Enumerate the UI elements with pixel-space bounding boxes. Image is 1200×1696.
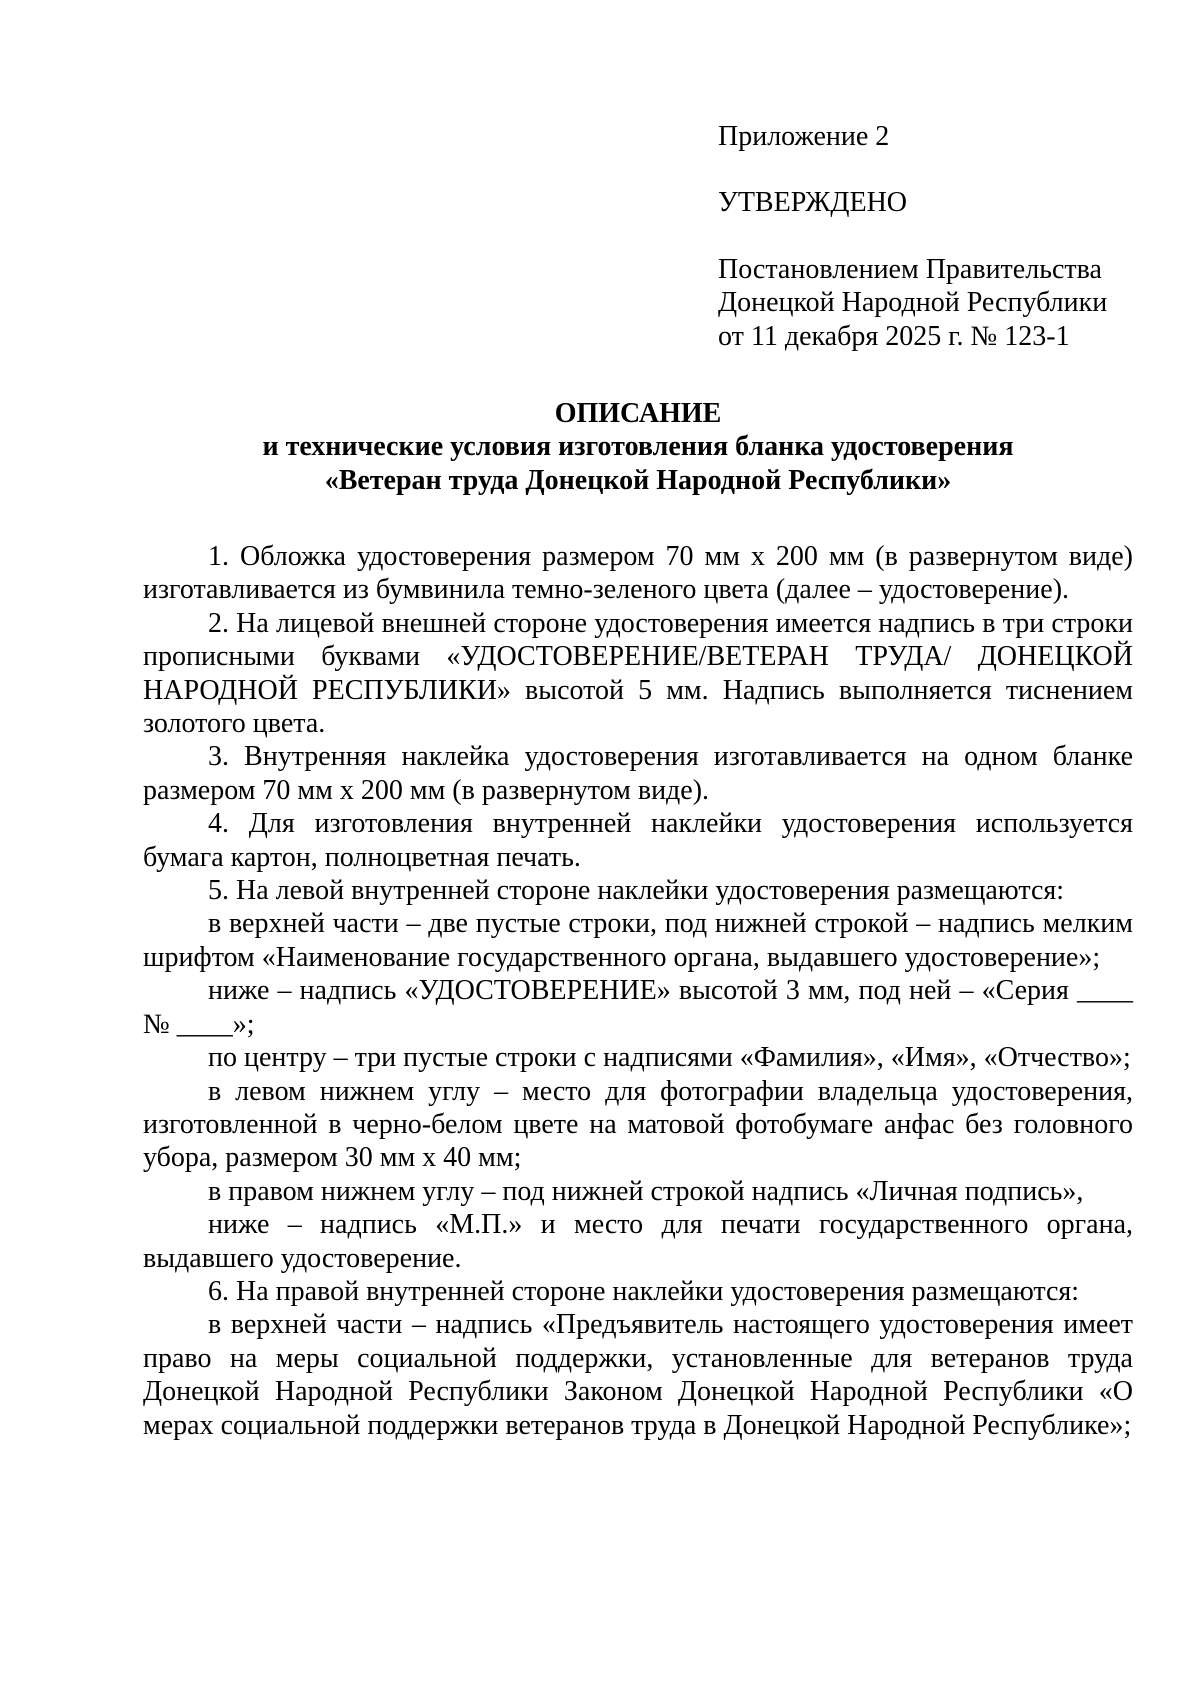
paragraph: ниже – надпись «УДОСТОВЕРЕНИЕ» высотой 3 мм, под ней – «Серия ____ № ____»; xyxy=(143,975,1133,1040)
appendix-label: Приложение 2 xyxy=(718,121,890,152)
paragraph: в левом нижнем углу – место для фотографии владельца удостоверения, изготовленной в черно-белом цвете на матовой фотобумаге анфас без головного убора, размером 30 мм х 40 мм; xyxy=(143,1075,1133,1174)
title-subheading: и технические условия изготовления бланка удостоверения xyxy=(262,431,1014,463)
authority-line: от 11 декабря 2025 г. № 123-1 xyxy=(718,320,1070,352)
authority-line: Донецкой Народной Республики xyxy=(718,287,1108,319)
paragraph: 1. Обложка удостоверения размером 70 мм х 200 мм (в развернутом виде) изготавливается из бумвинила темно-зеленого цвета (далее – удостоверение). xyxy=(143,541,1133,606)
paragraph: по центру – три пустые строки с надписями «Фамилия», «Имя», «Отчество»; xyxy=(208,1042,1131,1074)
document-body xyxy=(143,540,1133,1442)
title-subject: «Ветеран труда Донецкой Народной Республики» xyxy=(324,464,952,496)
paragraph: в верхней части – надпись «Предъявитель настоящего удостоверения имеет право на меры социальной поддержки, установленные для ветеранов труда Донецкой Народной Республики Законом Донецкой Народной Республики «О мерах социальной поддержки ветеранов труда в Донецкой Народной Республике»; xyxy=(143,1309,1133,1441)
paragraph: ниже – надпись «М.П.» и место для печати государственного органа, выдавшего удостоверение. xyxy=(143,1209,1133,1274)
paragraph: в правом нижнем углу – под нижней строкой надпись «Личная подпись», xyxy=(208,1175,1084,1207)
paragraph: 4. Для изготовления внутренней наклейки удостоверения используется бумага картон, полноцветная печать. xyxy=(143,808,1133,873)
approved-stamp: УТВЕРЖДЕНО xyxy=(718,187,908,219)
title-heading: ОПИСАНИЕ xyxy=(554,398,722,429)
paragraph: 2. На лицевой внешней стороне удостоверения имеется надпись в три строки прописными буквами «УДОСТОВЕРЕНИЕ/ВЕТЕРАН ТРУДА/ ДОНЕЦКОЙ НАРОДНОЙ РЕСПУБЛИКИ» высотой 5 мм. Надпись выполняется тиснением золотого цвета. xyxy=(143,607,1133,740)
document-title xyxy=(143,397,1133,497)
paragraph: 3. Внутренняя наклейка удостоверения изготавливается на одном бланке размером 70 мм х 200 мм (в развернутом виде). xyxy=(143,741,1133,806)
paragraph: в верхней части – две пустые строки, под нижней строкой – надпись мелким шрифтом «Наименование государственного органа, выдавшего удостоверение»; xyxy=(143,908,1133,973)
paragraph: 5. На левой внутренней стороне наклейки удостоверения размещаются: xyxy=(208,875,1065,907)
approval-header xyxy=(718,120,1148,353)
paragraph: 6. На правой внутренней стороне наклейки удостоверения размещаются: xyxy=(208,1275,1080,1307)
authority-line: Постановлением Правительства xyxy=(718,253,1102,285)
